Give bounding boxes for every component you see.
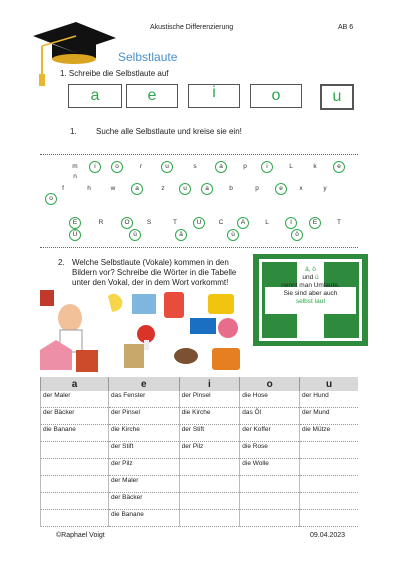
circled-vowel: O bbox=[122, 219, 132, 226]
question-2-number: 2. bbox=[58, 258, 65, 267]
circled-vowel: Ü bbox=[70, 231, 80, 238]
table-cell: die Kirche bbox=[108, 425, 179, 442]
table-cell: die Hose bbox=[240, 391, 300, 408]
table-row bbox=[41, 476, 359, 493]
grid-letter: x bbox=[299, 185, 303, 192]
vowel-box-e: e bbox=[126, 84, 178, 108]
grid-letter: T bbox=[173, 219, 177, 226]
grid-letter: L bbox=[265, 219, 269, 226]
table-cell bbox=[179, 459, 240, 476]
table-cell bbox=[300, 476, 358, 493]
question-2-text: Welche Selbstlaute (Vokale) kommen in den Bildern vor? Schreibe die Wörter in die Tabelle unter den Vokal, der in dem Wort vorkommt! bbox=[72, 258, 237, 287]
table-row bbox=[41, 408, 359, 425]
table-row bbox=[41, 459, 359, 476]
circled-vowel: ü bbox=[130, 231, 140, 238]
question-1: 1. Schreibe die Selbstlaute auf bbox=[60, 69, 169, 78]
table-row bbox=[41, 442, 359, 459]
grid-letter: p bbox=[243, 163, 247, 170]
table-cell bbox=[240, 476, 300, 493]
table-cell: der Mund bbox=[300, 408, 358, 425]
table-cell: der Pilz bbox=[108, 459, 179, 476]
table-header-o: o bbox=[240, 377, 300, 391]
table-cell bbox=[179, 493, 240, 510]
circled-vowel: I bbox=[286, 219, 296, 226]
circled-vowel: a bbox=[216, 163, 226, 170]
page-title: Selbstlaute bbox=[118, 50, 178, 64]
footer-author: ©Raphael Voigt bbox=[56, 532, 105, 539]
table-cell: die Banane bbox=[41, 425, 109, 442]
table-cell bbox=[41, 493, 109, 510]
sign-nennt: nennt man Umlaute. bbox=[281, 282, 340, 289]
table-cell bbox=[240, 493, 300, 510]
circled-vowel: E bbox=[70, 219, 80, 226]
table-cell bbox=[179, 476, 240, 493]
question-1b-number: 1. bbox=[70, 127, 77, 136]
table-cell bbox=[300, 442, 358, 459]
circled-vowel: E bbox=[310, 219, 320, 226]
grid-letter: h bbox=[87, 185, 91, 192]
grid-letter: z bbox=[161, 185, 165, 192]
worksheet-code: AB 6 bbox=[338, 24, 354, 31]
table-cell bbox=[41, 510, 109, 527]
table-row bbox=[41, 510, 359, 527]
table-cell bbox=[41, 476, 109, 493]
grid-letter: C bbox=[218, 219, 224, 226]
table-cell: der Koffer bbox=[240, 425, 300, 442]
letter-grid bbox=[40, 154, 358, 248]
circled-vowel: ä bbox=[176, 231, 186, 238]
table-cell: das Öl bbox=[240, 408, 300, 425]
vowel-box-a: a bbox=[68, 84, 122, 108]
table-cell: der Hund bbox=[300, 391, 358, 408]
circled-vowel: U bbox=[194, 219, 204, 226]
circled-vowel: u bbox=[162, 163, 172, 170]
vowel-table bbox=[40, 377, 358, 527]
table-cell: der Pinsel bbox=[108, 408, 179, 425]
circled-vowel: ü bbox=[228, 231, 238, 238]
table-cell bbox=[300, 493, 358, 510]
sign-und: und bbox=[302, 274, 314, 281]
grid-letter: y bbox=[323, 185, 327, 192]
grid-letter: w bbox=[110, 185, 116, 192]
table-header-a: a bbox=[41, 377, 109, 391]
table-cell: der Stift bbox=[179, 425, 240, 442]
sign-sind: Sie sind aber auch bbox=[283, 290, 338, 297]
table-row bbox=[41, 391, 359, 408]
table-row bbox=[41, 493, 359, 510]
circled-vowel: A bbox=[238, 219, 248, 226]
grid-letter: R bbox=[98, 219, 104, 226]
grid-letter: p bbox=[255, 185, 259, 192]
table-cell bbox=[300, 459, 358, 476]
circled-vowel: o bbox=[46, 195, 56, 202]
table-header-i: i bbox=[179, 377, 240, 391]
table-cell bbox=[240, 510, 300, 527]
circled-vowel: u bbox=[180, 185, 190, 192]
worksheet-title: Akustische Differenzierung bbox=[150, 24, 234, 31]
grid-letter: T bbox=[337, 219, 341, 226]
circled-vowel: e bbox=[334, 163, 344, 170]
table-cell bbox=[41, 459, 109, 476]
vowel-box-o: o bbox=[250, 84, 302, 108]
grid-letter: s bbox=[193, 163, 197, 170]
circled-vowel: ö bbox=[292, 231, 302, 238]
circled-vowel: i bbox=[90, 163, 100, 170]
sign-umlauts: ä, ö bbox=[305, 266, 316, 273]
vowel-box-i: i bbox=[188, 84, 240, 108]
table-cell: die Banane bbox=[108, 510, 179, 527]
umlaut-info-sign bbox=[253, 254, 368, 346]
grid-letter: r bbox=[139, 163, 143, 170]
table-cell: der Bäcker bbox=[108, 493, 179, 510]
grid-letter: n bbox=[73, 173, 77, 180]
table-cell: die Wolle bbox=[240, 459, 300, 476]
table-cell: die Rose bbox=[240, 442, 300, 459]
grid-letter: f bbox=[62, 185, 64, 192]
sign-selbst: selbst laut bbox=[295, 298, 326, 305]
table-cell: der Stift bbox=[108, 442, 179, 459]
grid-letter: m bbox=[72, 163, 78, 170]
table-cell: der Pilz bbox=[179, 442, 240, 459]
question-1b-text: Suche alle Selbstlaute und kreise sie ein! bbox=[96, 127, 242, 136]
circled-vowel: o bbox=[112, 163, 122, 170]
table-cell: der Maler bbox=[108, 476, 179, 493]
table-cell: der Maler bbox=[41, 391, 109, 408]
table-cell: die Kirche bbox=[179, 408, 240, 425]
table-cell: der Bäcker bbox=[41, 408, 109, 425]
circled-vowel: a bbox=[202, 185, 212, 192]
grid-letter: L bbox=[289, 163, 293, 170]
table-cell bbox=[179, 510, 240, 527]
table-row bbox=[41, 425, 359, 442]
circled-vowel: a bbox=[132, 185, 142, 192]
table-header-e: e bbox=[108, 377, 179, 391]
sign-ue: ü bbox=[315, 274, 319, 281]
grid-letter: b bbox=[229, 185, 233, 192]
circled-vowel: e bbox=[276, 185, 286, 192]
table-cell bbox=[300, 510, 358, 527]
circled-vowel: i bbox=[262, 163, 272, 170]
table-cell bbox=[41, 442, 109, 459]
grid-letter: S bbox=[146, 219, 152, 226]
vowel-box-u: u bbox=[320, 84, 354, 110]
table-cell: der Pinsel bbox=[179, 391, 240, 408]
table-header-u: u bbox=[300, 377, 358, 391]
table-cell: das Fenster bbox=[108, 391, 179, 408]
footer-date: 09.04.2023 bbox=[310, 532, 346, 539]
table-cell: die Mütze bbox=[300, 425, 358, 442]
picture-collage bbox=[40, 290, 250, 376]
grid-letter: k bbox=[313, 163, 317, 170]
